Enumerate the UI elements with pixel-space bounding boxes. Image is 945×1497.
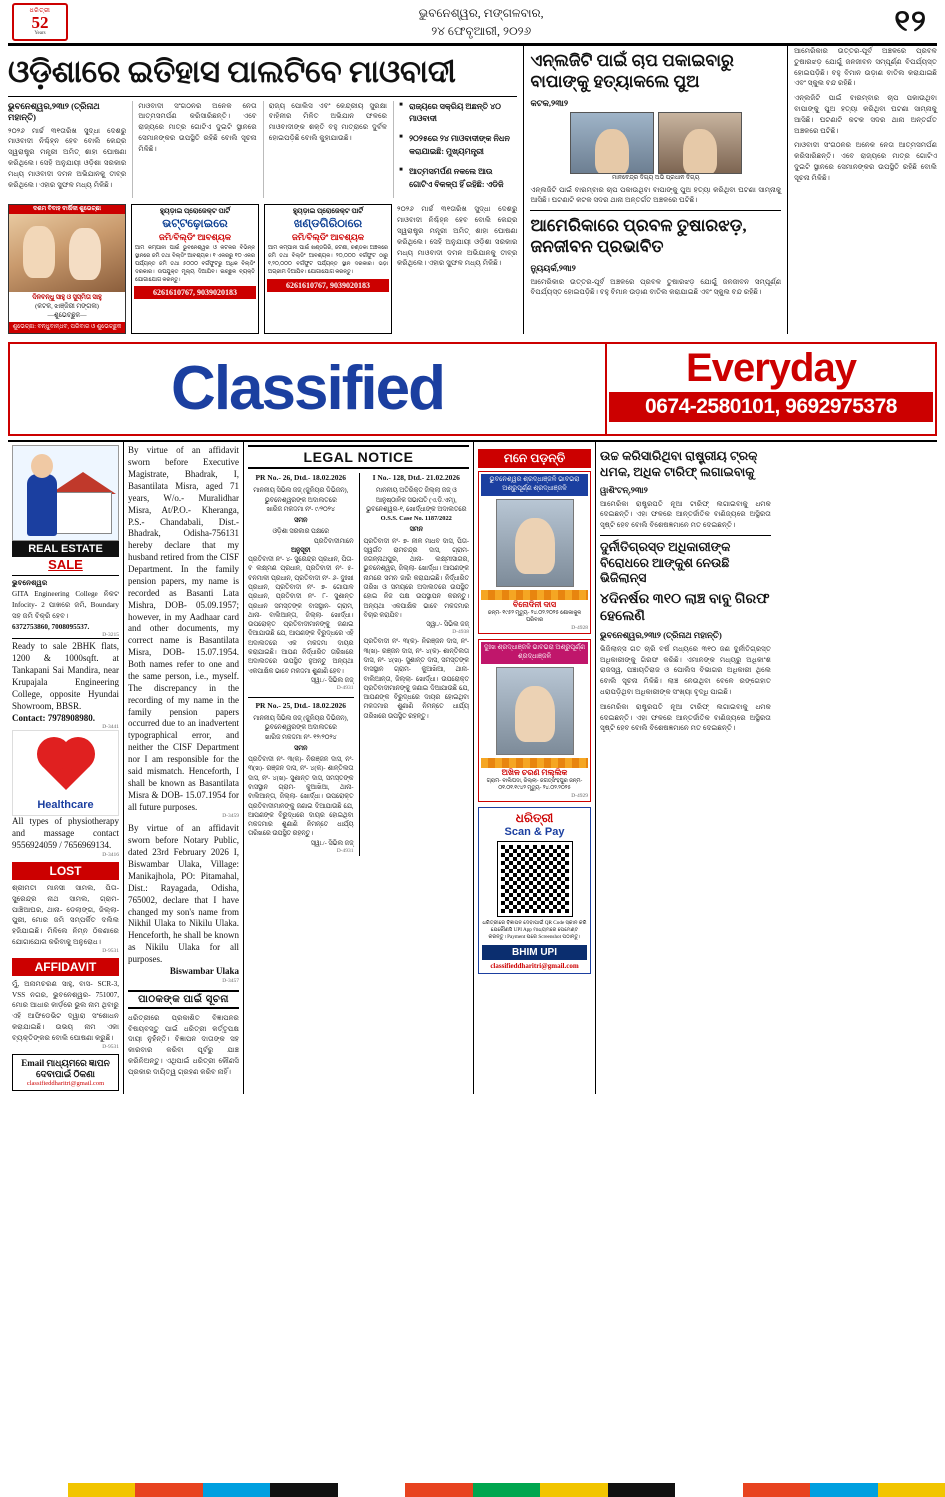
healthcare-illustration <box>12 730 119 816</box>
lost-ad-ref: D-9531 <box>102 947 119 954</box>
legal-a-body: ପ୍ରତିବାଦୀ ନଂ- ୪- ସୁରେନ୍ଦ୍ର ପ୍ରଧାନ, ପିତା- ବ ଲକ୍ଷ୍ମଣ ପ୍ରଧାନ, ପ୍ରତିବାଦୀ ନଂ- ୫- ବନମାଳୀ ପ୍ରଧାନ, ପ୍ରତିବାଦୀ ନଂ- ୬- ଦୁଃଖୀ ପ୍ରଧାନ, ପ୍ରତିବାଦୀ ନଂ- ୭- ଗୋପାଳ ପ୍ରଧାନ, ପ୍ରତିବାଦୀ ନଂ- ୮- ସୁଶାନ୍ତ ପ୍ରଧାନ ସମସ୍ତଙ୍କ ବାସସ୍ଥାନ- ଗ୍ରାମ, ଥାନା- ବାଲିଆନ୍ତା, ଜିଲ୍ଲା- ଖୋର୍ଦ୍ଧା। ଉପରୋକ୍ତ ପ୍ରତିବାଦୀମାନଙ୍କୁ ଜଣାଇ ଦିଆଯାଉଛି ଯେ, ଆପଣଙ୍କ ବିରୁଦ୍ଧରେ ଏହି ଅଦାଲତରେ ଏକ ମକଦ୍ଦମା ଦାୟର କରାଯାଇଛି। ଆପଣ ନିର୍ଦ୍ଧାରିତ ତାରିଖରେ ଅଦାଲତରେ ଉପସ୍ଥିତ ହୁଅନ୍ତୁ ଅନ୍ୟଥା ଏକପାକ୍ଷିକ ଭାବେ ମକଦ୍ଦମା ଶୁଣାଣି ହେବ। <box>248 556 354 675</box>
legal-b-court: ମାନନୀୟ ସିଭିଲ ଜଜ୍ (ଜୁନିୟର ଡିଭିଜନ), ଭୁବନେଶ୍ୱରଙ୍କ ଅଦାଲତରେ <box>253 714 349 732</box>
lost-section-head: LOST <box>12 862 119 880</box>
obit-2-name: ଅଖିଳ ଚରଣ ମଲ୍ଲିକ <box>501 767 568 777</box>
classified-phones[interactable]: 0674-2580101, 9692975378 <box>609 392 933 422</box>
real-estate-illustration <box>12 445 119 541</box>
land-required-ad-1[interactable] <box>131 204 259 334</box>
photo-accused <box>658 112 742 174</box>
legal-c-subject: ସମନ <box>409 526 423 534</box>
ad2-body: ଆମ କମ୍ପାନୀ ପାଇଁ ଖଣ୍ଡଗିରି, ଜଟଣୀ, ଚଣ୍ଡକା ଅଞ୍ଚଳରେ ଜମି ତଥା ବିଲ୍ଡିଂ ଆବଶ୍ୟକ। ୨୦,୦୦୦ ବର୍ଗଫୁଟ ଠାରୁ ୧,୨୦,୦୦୦ ବର୍ଗଫୁଟ ପର୍ଯ୍ୟନ୍ତ ସ୍ଥାନ ଦରକାର। ଭଡ଼ା ଅଗ୍ରୀମ ଦିଆଯିବ। ଯୋଗାଯୋଗ କରନ୍ତୁ। <box>268 245 388 275</box>
color-bar-segment-13 <box>810 1483 878 1497</box>
affidavit-section-head: AFFIDAVIT <box>12 958 119 976</box>
classified-column-affidavits <box>123 442 243 1093</box>
obituary-section-head: ମନେ ପଡ଼ନ୍ତି <box>478 449 591 468</box>
anniversary-wellwishers: ଶୁଭେଚ୍ଛା: ବନ୍ଧୁବାନ୍ଧବ, ପରିବାର ଓ ଶୁଭେଚ୍ଛୁକ <box>9 322 125 333</box>
legal-b-sign: ସ୍ୱା./- ସିଭିଲ ଜଜ୍ <box>310 839 354 847</box>
house-roof-icon <box>50 472 116 494</box>
masthead-date: ୨୪ ଫେବୃଆରୀ, ୨୦୨୬ <box>431 24 532 38</box>
anniversary-note: —ଶୁଭେଚ୍ଛୁକ— <box>47 311 87 319</box>
obit-1-title: ଭୁବନେଶ୍ୱର ଶ୍ରଦ୍ଧାଞ୍ଜଳି ଭାବଭରା ଅଶ୍ରୁପୂର୍ଣ୍ଣ ଶ୍ରଦ୍ଧାଞ୍ଜଳି <box>481 474 588 496</box>
re-ad-1-ref: D-3215 <box>102 632 119 639</box>
right-filler-1: ଆମେରିକାର ଉତ୍ତର-ପୂର୍ବ ଅଞ୍ଚଳରେ ପ୍ରବଳ ତୁଷାରଝଡ଼ ଯୋଗୁଁ ଜନଜୀବନ ସମ୍ପୂର୍ଣ୍ଣ ବିପର୍ଯ୍ୟସ୍ତ ହୋଇପଡ଼ିଛି। ବହୁ ବିମାନ ଉଡ଼ାଣ ବାତିଲ କରାଯାଇଛି ଏବଂ ସ୍କୁଲ ବନ୍ଦ ରହିଛି। <box>794 47 937 88</box>
masthead-place: ଭୁବନେଶ୍ୱର, ମଙ୍ଗଳବାର, <box>418 6 544 20</box>
divider-2 <box>530 210 781 211</box>
classified-body <box>8 440 937 1093</box>
scanpay-brand: ଧରିତ୍ରୀ <box>515 810 554 825</box>
color-bar-segment-3 <box>135 1483 203 1497</box>
right-news-headline-3: ୪ଦିନର୍ଷର ୩୧୦ ଲାଞ୍ଚ ବାବୁ ଗିରଫ ହେଲେଣି <box>600 591 770 625</box>
anniversary-names: ଦିନବନ୍ଧୁ ସାହୁ ଓ ସୁସ୍ମିତା ସାହୁ <box>32 294 102 302</box>
marigold-garland-1 <box>481 590 588 600</box>
obit-2-photo <box>496 667 574 755</box>
affidavit-en-1: By virtue of an affidavit sworn before Executive Magistrate, Bhadrak, I, Basantilata Misra, aged 71 years, W/o.- Muralidhar Misra, At/P.O.- Kheranga, P.S.- Chandabali, Dist.- Bhadrak, Odisha-756131 hereby declare that my husband retired from the CISF Department. In the family pension papers, my name is recorded as Basanti Lata Mishra, DOB- 05.09.1957; however, in my Aadhaar card and other documents, my correct name is Basantilata Misra, DOB- 15.07.1954. Both names refer to one and the same person, i.e., myself. The discrepancy in the recording of my name in the family pension papers occurred due to an inadvertent typographical error, and neither the CISF Department nor I am responsible for the said mismatch. Henceforth, I shall be known as Basantilata Misra & DOB- 15.07.1954 for all future purposes. <box>128 445 239 812</box>
lead-continued <box>397 204 517 334</box>
ad2-line3: ଜମି/ବିଲ୍ଡିଂ ଆବଶ୍ୟକ <box>291 232 365 243</box>
obit-1-ref: D-4928 <box>571 625 588 631</box>
color-bar-segment-10 <box>608 1483 676 1497</box>
email-info-address[interactable]: classifieddharitri@gmail.com <box>26 1079 105 1087</box>
re-ad-2-body: Ready to sale 2BHK flats, 1200 & 1000sqft. at Tankapani Sai Mandira, near Krupajala Engineering College, opposite Hyundai Showroom, BBSR. <box>12 641 119 711</box>
top-news-section <box>8 46 937 334</box>
masthead-dateline <box>68 4 894 40</box>
story-2-and-3 <box>523 46 781 334</box>
right-news-headline-2: ଦୁର୍ନୀତିଗ୍ରସ୍ତ ଅଧିକାରୀଙ୍କ ବିରୋଧରେ ଆଙ୍କୁଶ ନେଉଛି ଭିଜିଲାନ୍ସ <box>600 539 731 586</box>
right-news-body-3b: ଆମେରିକା ରାଷ୍ଟ୍ରପତି ନୂଆ ଟାରିଫ୍ ଲଗାଇବାକୁ ଧମକ ଦେଇଛନ୍ତି। ଏହା ଫଳରେ ଆନ୍ତର୍ଜାତିକ ବାଣିଜ୍ୟରେ ଅସ୍ଥିରତା ସୃଷ୍ଟି ହେବ ବୋଲି ବିଶେଷଜ୍ଞମାନେ ମତ ଦେଇଛନ୍ତି। <box>600 702 771 733</box>
reader-notice-head: ପାଠକଙ୍କ ପାଇଁ ସୂଚନା <box>128 990 239 1009</box>
obit-1-details: ଜନ୍ମ- ୧୯୫୨ ମୃତ୍ୟୁ- ୨୪.୦୨.୨୦୨୫ ଶୋକାକୁଳ ପରିବାର <box>487 609 582 624</box>
legal-a-schedule: ଅନୁସୂଚୀ <box>290 546 311 554</box>
heart-icon <box>41 742 89 790</box>
ad1-line1: ହ୍ୟୁଡ଼ାଇ ପ୍ରୋଜେକ୍ଟ ପାର୍ଟି <box>159 207 231 216</box>
legal-c-ref: D-4938 <box>452 629 469 636</box>
agent-figure-icon <box>27 474 57 536</box>
story3-headline: ଆମେରିକାରେ ପ୍ରବଳ ତୁଷାରଝଡ଼, ଜନଜୀବନ ପ୍ରଭାବିତ <box>530 216 747 257</box>
classified-contact-area <box>605 344 935 434</box>
scanpay-title: Scan & Pay <box>504 825 565 838</box>
lead-bullet-3: ■ ଆତ୍ମସମର୍ପଣ ନକଲେ ଆଉ ଗୋଟିଏ ବିକଳ୍ପ ହିଁ ରହିଛି: ଏଡିଜି <box>399 166 517 192</box>
anniversary-photo <box>9 214 125 292</box>
lead-bullet-1: ■ ରାଜ୍ୟରେ ସକ୍ରିୟ ଅଛନ୍ତି ୪୦ ମାଓବାଦୀ <box>399 101 517 127</box>
lead-col-1: ୨୦୨୬ ମାର୍ଚ୍ଚ ୩୧ତାରିଖ ସୁଦ୍ଧା ଦେଶରୁ ମାଓବାଦୀ ନିଶ୍ଚିହ୍ନ ହେବ ବୋଲି କେନ୍ଦ୍ର ସ୍ୱରାଷ୍ଟ୍ର ମନ୍ତ୍ରୀ ଅମିତ୍ ଶାହା ଘୋଷଣା କରିଥିଲେ। ସେହି ଅନୁଯାୟୀ ଓଡ଼ିଶା ସରକାର ମଧ୍ୟ ମାଓବାଦୀ ଦମନ ଅଭିଯାନକୁ ତୀବ୍ର କରିଥିଲେ। ଏହାର ସୁଫଳ ମଧ୍ୟ ମିଳିଛି। <box>8 126 127 189</box>
affidavit-od-ref: D-9531 <box>102 1043 119 1050</box>
affidavit-od-body: ମୁଁ, ଅନାମଚରଣ ସାହୁ, ବାସ- SCR-3, VSS ନଗର, ଭୁବନେଶ୍ୱର- 751007, ମୋର ଆଧାର କାର୍ଡ଼ରେ ଭୁଲ ନାମ ଥିବାରୁ ଏହି ଆଫିଡେଭିଟ ଦ୍ୱାରା ସଂଶୋଧନ କରାଯାଇଛି। ଉଭୟ ନାମ ଏକା ବ୍ୟକ୍ତିଙ୍କର ବୋଲି ଘୋଷଣା କରୁଛି। <box>12 979 119 1042</box>
page-number: ୧୨ <box>894 5 927 38</box>
legal-c-body: ପ୍ରତିବାଦୀ ନଂ- ୭- ନୀଳ ମାଧବ ଦାସ, ପିତା- ସ୍ୱର୍ଗତ ରାମଚନ୍ଦ୍ର ଦାସ, ଗ୍ରାମ- ଜଗନ୍ନାଥପୁର, ଥାନା- ଲକ୍ଷ୍ମୀସାଗର, ଭୁବନେଶ୍ୱର, ଜିଲ୍ଲା- ଖୋର୍ଦ୍ଧା। ଆପଣଙ୍କ ନାମରେ ସମନ ଜାରି କରାଯାଇଛି। ନିର୍ଦ୍ଧାରିତ ତାରିଖ ଓ ସମୟରେ ଅଦାଲତରେ ଉପସ୍ଥିତ ହୋଇ ନିଜ ପକ୍ଷ ଉପସ୍ଥାପନ କରନ୍ତୁ। ଅନ୍ୟଥା ଏକପାକ୍ଷିକ ଭାବେ ମକଦ୍ଦମାର ବିଚାର କରାଯିବ। <box>363 537 469 619</box>
legal-b-subject: ସମନ <box>294 744 308 752</box>
healthcare-ad-ref: D-3416 <box>102 852 119 859</box>
ad1-line2: ଭଟ୍ଟଢ଼ୋଇରେ <box>162 217 228 230</box>
story2-headline: ଏନ୍‌ଲଜିଟି ପାଇଁ ଚାପ ପକାଇବାରୁ ବାପାଙ୍କୁ ହତ୍ୟାକଲେ ପୁଅ <box>530 51 734 92</box>
bhim-upi-logo: BHIM UPI <box>482 945 587 960</box>
lead-story <box>8 46 517 334</box>
house-icon <box>54 492 112 534</box>
logo-years-label: Years <box>34 31 46 36</box>
legal-b-pr: PR No.- 25, Dtd.- 18.02.2026 <box>248 697 354 712</box>
legal-b-body: ପ୍ରତିବାଦୀ ନଂ- ୩(କ)- ନିରଞ୍ଜନ ଦାସ, ନଂ- ୩(ଖ)- ରଞ୍ଜନ ଦାସ, ନଂ- ୪(କ)- ଶାନ୍ତିଲତା ଦାସ, ନଂ- ୪(ଖ)- ସୁଶାନ୍ତ ଦାସ, ସମସ୍ତଙ୍କ ବାସସ୍ଥାନ ଗ୍ରାମ- କୁଆଖିଆ, ଥାନା- ବାଲିଆନ୍ତା, ଜିଲ୍ଲା- ଖୋର୍ଦ୍ଧା। ଉପରୋକ୍ତ ପ୍ରତିବାଦୀମାନଙ୍କୁ ଜଣାଇ ଦିଆଯାଉଛି ଯେ, ଆପଣଙ୍କ ବିରୁଦ୍ଧରେ ଦାୟର ହୋଇଥିବା ମକଦ୍ଦମାର ଶୁଣାଣି ନିମନ୍ତେ ଧାର୍ଯ୍ୟ ତାରିଖରେ ଉପସ୍ଥିତ ରହନ୍ତୁ। <box>248 756 354 838</box>
story3-body: ଆମେରିକାର ଉତ୍ତର-ପୂର୍ବ ଅଞ୍ଚଳରେ ପ୍ରବଳ ତୁଷାରଝଡ଼ ଯୋଗୁଁ ଜନଜୀବନ ସମ୍ପୂର୍ଣ୍ଣ ବିପର୍ଯ୍ୟସ୍ତ ହୋଇପଡ଼ିଛି। ବହୁ ବିମାନ ଉଡ଼ାଣ ବାତିଲ କରାଯାଇଛି ଏବଂ ସ୍କୁଲ ବନ୍ଦ ରହିଛି। <box>530 277 782 297</box>
color-bar-segment-8 <box>473 1483 541 1497</box>
email-info-title: Email ମାଧ୍ୟମରେ ଜ୍ଞାପନ ଦେବାପାଇଁ ଠିକଣା <box>21 1057 110 1079</box>
right-filler-3: ମାଓବାଦୀ ସଂଗଠନର ଅନେକ ନେତା ଆତ୍ମସମର୍ପଣ କରିସାରିଛନ୍ତି। ଏବେ ରାଜ୍ୟରେ ମାତ୍ର ଗୋଟିଏ ଦୁଇଟି ସ୍ଥାନରେ ସେମାନଙ୍କର ଉପସ୍ଥିତି ରହିଛି ବୋଲି ସୂଚନା ମିଳିଛି। <box>794 141 937 182</box>
affidavit-en-2-ref: D-3457 <box>222 977 239 984</box>
classified-everyday: Everyday <box>686 346 856 391</box>
right-news-dateline-1: ୱାଶିଂଟନ୍,୨୩ା୨ <box>600 484 648 495</box>
anniversary-ad-header: ଦଶମ ବିବାହ ବାର୍ଷିକୀ ଶୁଭେଚ୍ଛା <box>9 205 125 214</box>
masthead <box>8 0 937 46</box>
re-ad-1-body: GITA Engineering College ନିକଟ Infocity- 2 ପାଖରେ ଜମି, Boundary ସହ ଜମି ବିକ୍ରି ହେବ। <box>12 590 119 620</box>
healthcare-ad-body: All types of physiotherapy and massage contact 9556924059 / 7656969134. <box>12 816 119 851</box>
obit-1-name: ବିନୋଦିନୀ ଦାସ <box>512 599 557 609</box>
lost-ad-body: ଶ୍ରୀମତୀ ମାନସୀ ସାମଲ, ପିତା- ସୁରେନ୍ଦ୍ର ନାଥ ସାମଲ, ଗ୍ରାମ- ପାଞ୍ଚିଆଘର, ଥାନା- ଡେଲାଙ୍ଗ, ଜିଲ୍ଲା- ପୁରୀ, ମୋର ଜମି ସମ୍ପର୍କିତ ଦଲିଲ ହଜିଯାଇଛି। ମିଳିଲେ ନିମ୍ନ ଠିକଣାରେ ଯୋଗାଯୋଗ କରିବାକୁ ଅନୁରୋଧ। <box>12 884 119 947</box>
anniversary-ad[interactable] <box>8 204 126 334</box>
story2-dateline: କଟକ,୨୩ା୨ <box>530 97 569 108</box>
color-bar-segment-6 <box>338 1483 406 1497</box>
story2-photos <box>530 112 781 174</box>
color-bar-segment-5 <box>270 1483 338 1497</box>
classified-word: Classified <box>171 354 444 424</box>
re-ad-1-head: ଭୁବନେଶ୍ୱର <box>12 579 48 588</box>
color-bar-segment-2 <box>68 1483 136 1497</box>
re-ad-1[interactable] <box>12 575 119 638</box>
re-ad-1-phone[interactable]: 6372753860, 7008095537. <box>12 622 90 631</box>
ad1-body: ଆମ କମ୍ପାନୀ ପାଇଁ ଭୁବନେଶ୍ୱର ଓ କଟକର ବିଭିନ୍ନ ସ୍ଥାନରେ ଜମି ତଥା ବିଲ୍ଡିଂ ଆବଶ୍ୟକ। ୧ ଏକରରୁ ୧୦ ଏକର ପର୍ଯ୍ୟନ୍ତ ଜମି ତଥା ୫୦୦୦ ବର୍ଗଫୁଟରୁ ଅଧିକ ବିଲ୍ଡିଂ ଦରକାର। ଉପଯୁକ୍ତ ମୂଲ୍ୟ ଦିଆଯିବ। ଇଚ୍ଛୁକ ବ୍ୟକ୍ତି ଯୋଗାଯୋଗ କରନ୍ତୁ। <box>135 245 255 283</box>
story2-photo-caption: ମାନବେନ୍ଦ୍ର ଦିଗ୍ୟ ଅଭି ପ୍ରଧାନ ଦିଗ୍ୟ <box>612 174 700 181</box>
color-bar-segment-14 <box>878 1483 945 1497</box>
legal-c-court: ମାନନୀୟ ଅତିରିକ୍ତ ଜିଲ୍ଲା ଜଜ୍ ଓ ଆନୁଷ୍ଠାନିକ ସଭାପତି (ଏ.ଡ଼ି.ଏମ୍), ଭୁବନେଶ୍ୱର-୧, ଖୋର୍ଦ୍ଧାଙ୍କ ଅଦାଲତରେ <box>366 487 467 513</box>
lead-headline: ଓଡ଼ିଶାରେ ଇତିହାସ ପାଲଟିବେ ମାଓବାଦୀ <box>8 54 456 89</box>
legal-c-case: O.S.S. Case No. 1187/2022 <box>380 515 452 523</box>
email-info-box[interactable] <box>12 1054 119 1091</box>
anniversary-caption <box>9 292 125 322</box>
scanpay-note: ଧରିତ୍ରୀରେ ବିଜ୍ଞାପନ ଦେବାପାଇଁ QR Code ସ୍କାନ କରି ଯେକୌଣସି UPI App ମାଧ୍ୟମରେ ପେମେଣ୍ଟ କରନ୍ତୁ। Payment ପରେ Screenshot ପଠାନ୍ତୁ। <box>482 919 587 941</box>
legal-a-plaintiff: ଓଡ଼ିଶା ସରକାର ପକ୍ଷରେ <box>272 528 330 536</box>
color-bar-segment-4 <box>203 1483 271 1497</box>
scan-and-pay-box[interactable] <box>478 807 591 974</box>
classified-title-area <box>10 344 605 434</box>
obit-2-details: ଗ୍ରାମ- ବାଲିପଦା, ଜିଲ୍ଲା- ଜଗତ୍‌ସିଂହପୁର ଜନ୍ମ- ୦୧.୦୧.୧୯୪୨ ମୃତ୍ୟୁ- ୨୪.୦୨.୨୦୨୫ <box>486 777 583 792</box>
legal-a-subject: ସମନ <box>294 517 308 525</box>
color-bar-segment-1 <box>0 1483 68 1497</box>
anniversary-place: (କଟକ, ଝାଞ୍ଜିରୀ ମଙ୍ଗଳା) <box>35 303 99 311</box>
affidavit-en-2-sign: Biswambar Ulaka <box>169 965 239 976</box>
obituary-card-1[interactable] <box>478 471 591 634</box>
story2-body: ଏନ୍‌ଲଜିଟି ପାଇଁ ବାରମ୍ବାର ଚାପ ପକାଉଥିବା ବାପାଙ୍କୁ ପୁଅ ହତ୍ୟା କରିଥିବା ଘଟଣା ସାମ୍ନାକୁ ଆସିଛି। ଘଟଣାଟି କଟକ ସଦର ଥାନା ଅନ୍ତର୍ଗତ ଅଞ୍ଚଳରେ ଘଟିଛି। <box>530 185 782 205</box>
obit-1-photo <box>496 499 574 587</box>
dharitri-logo <box>12 3 68 41</box>
legal-c-sign: ସ୍ୱା./- ସିଭିଲ ଜଜ୍ <box>426 621 469 629</box>
photo-victim <box>570 112 654 174</box>
affidavit-en-2: By virtue of an affidavit sworn before Notary Public, dated 23rd February 2026 I, Biswambar Ulaka, Village: Manikajhola, PO: Pitamahal, Dist.: Rayagada, Odisha, 765002, declare that I have changed my son's name from Nikhil Ulaka to Nikilu Ulaka. Henceforth, he shall be known as Nikilu Ulaka for all purposes. <box>128 823 239 965</box>
marigold-garland-2 <box>481 758 588 768</box>
right-news-dateline-3: ଭୁବନେଶ୍ୱର,୨୩ା୨ (ତ୍ରିନାଥ ମହାନ୍ତି) <box>600 629 722 640</box>
classified-column-obituary <box>473 442 595 1093</box>
classified-column-legal <box>243 442 473 1093</box>
lead-bullets <box>399 101 517 192</box>
real-estate-sale-label: SALE <box>48 557 83 573</box>
legal-notice-head: LEGAL NOTICE <box>248 445 469 469</box>
ad1-phone[interactable]: 6261610767, 9039020183 <box>134 286 256 299</box>
legal-a-pr: PR No.- 26, Dtd.- 18.02.2026 <box>255 473 347 483</box>
legal-a-court: ମାନନୀୟ ସିଭିଲ ଜଜ୍ (ଜୁନିୟର ଡିଭିଜନ), ଭୁବନେଶ୍ୱରଙ୍କ ଅଦାଲତରେ <box>253 487 349 504</box>
legal-b-case: ଖାରିଜ ମକଦ୍ଦମା ନଂ- ୧୨/୨୦୨୪ <box>264 733 337 741</box>
right-news-body-1: ଆମେରିକା ରାଷ୍ଟ୍ରପତି ନୂଆ ଟାରିଫ୍ ଲଗାଇବାକୁ ଧମକ ଦେଇଛନ୍ତି। ଏହା ଫଳରେ ଆନ୍ତର୍ଜାତିକ ବାଣିଜ୍ୟରେ ଅସ୍ଥିରତା ସୃଷ୍ଟି ହେବ ବୋଲି ବିଶେଷଜ୍ଞମାନେ ମତ ଦେଇଛନ୍ତି। <box>600 499 771 530</box>
re-ad-2-contact[interactable]: Contact: 7978908980. <box>12 712 95 723</box>
lead-bullet-2: ■ ୨୦୨୫ରେ ୨୪ ମାଓବାଦୀଙ୍କ ନିଧନ କରାଯାଇଛି: ମୁଖ୍ୟମନ୍ତ୍ରୀ <box>399 133 517 159</box>
right-news-body-3: ଭିଜିଲାନ୍ସ ଗତ ଚାରି ବର୍ଷ ମଧ୍ୟରେ ୩୧୦ ଜଣ ଦୁର୍ନୀତିଗ୍ରସ୍ତ ଅଧିକାରୀଙ୍କୁ ଗିରଫ କରିଛି। ଏମାନଙ୍କ ମଧ୍ୟରୁ ଅଧିକାଂଶ ରାଜସ୍ୱ, ପଞ୍ଚାୟତିରାଜ ଓ ପୋଲିସ ବିଭାଗର ଅଧିକାରୀ ଥିଲେ ବୋଲି ସୂଚନା ମିଳିଛି। ଲାଞ୍ଚ ନେଉଥିବା ବେଳେ ରଙ୍ଗେହାତ ଧରାପଡ଼ିଥିବା ଅଧିକାରୀଙ୍କ ସଂଖ୍ୟା ବୃଦ୍ଧି ପାଇଛି। <box>600 644 771 697</box>
classified-column-realestate <box>8 442 123 1093</box>
ad2-phone[interactable]: 6261610767, 9039020183 <box>267 279 389 292</box>
divider-3 <box>600 535 771 536</box>
legal-a-ref: D-4931 <box>336 685 354 692</box>
scanpay-email[interactable]: classifieddharitri@gmail.com <box>490 961 579 970</box>
qr-code-icon[interactable] <box>498 842 572 916</box>
legal-c-extra: ପ୍ରତିବାଦୀ ନଂ- ୩(କ)- ନିରଞ୍ଜନ ଦାସ, ନଂ- ୩(ଖ)- ରଞ୍ଜନ ଦାସ, ନଂ- ୪(କ)- ଶାନ୍ତିଲତା ଦାସ, ନଂ- ୪(ଖ)- ସୁଶାନ୍ତ ଦାସ, ସମସ୍ତଙ୍କ ବାସସ୍ଥାନ ଗ୍ରାମ- କୁଆଖିଆ, ଥାନା- ବାଲିଆନ୍ତା, ଜିଲ୍ଲା- ଖୋର୍ଦ୍ଧା। ଉପରୋକ୍ତ ପ୍ରତିବାଦୀମାନଙ୍କୁ ଜଣାଇ ଦିଆଯାଉଛି ଯେ, ଆପଣଙ୍କ ବିରୁଦ୍ଧରେ ଦାୟର ହୋଇଥିବା ମକଦ୍ଦମାର ଶୁଣାଣି ନିମନ୍ତେ ଧାର୍ଯ୍ୟ ତାରିଖରେ ଉପସ୍ଥିତ ରହନ୍ତୁ। <box>363 638 469 720</box>
healthcare-label: Healthcare <box>37 799 94 812</box>
right-news-headline-1: ଉଚ୍ଚ କରିସାରିଥିବା ରାଷ୍ଟ୍ରୀୟ ଟ୍ରକ୍ ଧମକ, ଅଧିକ ଟାରିଫ୍ ଲଗାଇବାକୁ <box>600 449 758 479</box>
story3-dateline: ନ୍ୟୁୟର୍କ,୨୩ା୨ <box>530 262 576 273</box>
real-estate-tag: REAL ESTATE <box>12 541 119 557</box>
lead-col-2: ମାଓବାଦୀ ସଂଗଠନର ଅନେକ ନେତା ଆତ୍ମସମର୍ପଣ କରିସାରିଛନ୍ତି। ଏବେ ରାଜ୍ୟରେ ମାତ୍ର ଗୋଟିଏ ଦୁଇଟି ସ୍ଥାନରେ ସେମାନଙ୍କର ଉପସ୍ଥିତି ରହିଛି ବୋଲି ସୂଚନା ମିଳିଛି। <box>138 101 257 153</box>
logo-top-text: ଧରିତ୍ରୀ <box>29 8 51 14</box>
lead-dateline: ଭୁବନେଶ୍ୱର,୨୩ା୨ (ତ୍ରିନାଥ ମହାନ୍ତି) <box>8 100 100 122</box>
divider <box>8 96 517 97</box>
classified-banner <box>8 342 937 436</box>
ad2-line2: ଖଣ୍ଡଗିରିଠାରେ <box>293 217 363 230</box>
ad1-line3: ଜମି/ବିଲ୍ଡିଂ ଆବଶ୍ୟକ <box>158 232 232 243</box>
obituary-card-2[interactable] <box>478 639 591 802</box>
ad2-line1: ହ୍ୟୁଡ଼ାଇ ପ୍ରୋଜେକ୍ଟ ପାର୍ଟି <box>292 207 364 216</box>
color-bar-segment-7 <box>405 1483 473 1497</box>
top-right-column <box>787 46 937 334</box>
lead-col-3: ରାଜ୍ୟ ପୋଲିସ ଏବଂ କେନ୍ଦ୍ରୀୟ ସୁରକ୍ଷା ବାହିନୀର ମିଳିତ ଅଭିଯାନ ଫଳରେ ମାଓବାଦୀଙ୍କ ଶକ୍ତି ବହୁ ମାତ୍ରାରେ ଦୁର୍ବଳ ହୋଇପଡ଼ିଛି ବୋଲି କୁହାଯାଉଛି। <box>268 101 388 143</box>
top-ads-row <box>8 204 517 334</box>
right-filler-2: ଏନ୍‌ଲଜିଟି ପାଇଁ ବାରମ୍ବାର ଚାପ ପକାଉଥିବା ବାପାଙ୍କୁ ପୁଅ ହତ୍ୟା କରିଥିବା ଘଟଣା ସାମ୍ନାକୁ ଆସିଛି। ଘଟଣାଟି କଟକ ସଦର ଥାନା ଅନ୍ତର୍ଗତ ଅଞ୍ଚଳରେ ଘଟିଛି। <box>794 94 937 135</box>
legal-notice-a <box>248 473 354 856</box>
color-bar-segment-12 <box>743 1483 811 1497</box>
color-bar-segment-11 <box>675 1483 743 1497</box>
re-ad-2-ref: D-3441 <box>102 724 119 731</box>
obit-2-ref: D-4929 <box>571 792 588 799</box>
classified-column-news <box>595 442 775 1093</box>
obit-2-title: ଦୁଃଖ ଶ୍ରଦ୍ଧାଞ୍ଜଳି ଭାବଭରା ଅଶ୍ରୁପୂର୍ଣ୍ଣ ଶ୍ରଦ୍ଧାଞ୍ଜଳି <box>481 642 588 664</box>
legal-notice-c <box>359 473 470 856</box>
legal-a-sign: ସ୍ୱା./- ସିଭିଲ ଜଜ୍ <box>310 676 354 684</box>
color-bar-segment-9 <box>540 1483 608 1497</box>
registration-color-bar <box>0 1483 945 1497</box>
legal-a-case: ଖାରିଜ ମକଦ୍ଦମା ନଂ- ୯/୨୦୨୪ <box>266 505 335 513</box>
affidavit-en-1-ref: D-3459 <box>222 813 239 820</box>
re-ad-2[interactable] <box>12 638 119 730</box>
legal-a-defendants: ପ୍ରତିବାଦୀମାନେ <box>313 537 354 545</box>
reader-notice-body: ଧରିତ୍ରୀରେ ପ୍ରକାଶିତ ବିଜ୍ଞାପନର ବିଷୟବସ୍ତୁ ପାଇଁ ଧରିତ୍ରୀ କର୍ତ୍ତୃପକ୍ଷ ଦାୟୀ ନୁହଁନ୍ତି। ବିଜ୍ଞାପନ ଦାତାଙ୍କ ସହ କାରବାର କରିବା ପୂର୍ବରୁ ଯାଞ୍ଚ କରିନିଅନ୍ତୁ। ଏଥିପାଇଁ ଧରିତ୍ରୀ କୌଣସି ପ୍ରକାର ଦାୟିତ୍ୱ ଗ୍ରହଣ କରିବ ନାହିଁ। <box>128 1013 239 1076</box>
logo-years-number: 52 <box>31 13 49 32</box>
legal-c-ino: I No.- 128, Dtd.- 21.02.2026 <box>372 473 460 483</box>
lead-col-4: ୨୦୨୬ ମାର୍ଚ୍ଚ ୩୧ତାରିଖ ସୁଦ୍ଧା ଦେଶରୁ ମାଓବାଦୀ ନିଶ୍ଚିହ୍ନ ହେବ ବୋଲି କେନ୍ଦ୍ର ସ୍ୱରାଷ୍ଟ୍ର ମନ୍ତ୍ରୀ ଅମିତ୍ ଶାହା ଘୋଷଣା କରିଥିଲେ। ସେହି ଅନୁଯାୟୀ ଓଡ଼ିଶା ସରକାର ମଧ୍ୟ ମାଓବାଦୀ ଦମନ ଅଭିଯାନକୁ ତୀବ୍ର କରିଥିଲେ। ଏହାର ସୁଫଳ ମଧ୍ୟ ମିଳିଛି। <box>397 205 518 268</box>
land-required-ad-2[interactable] <box>264 204 392 334</box>
legal-b-ref: D-4931 <box>336 847 354 854</box>
